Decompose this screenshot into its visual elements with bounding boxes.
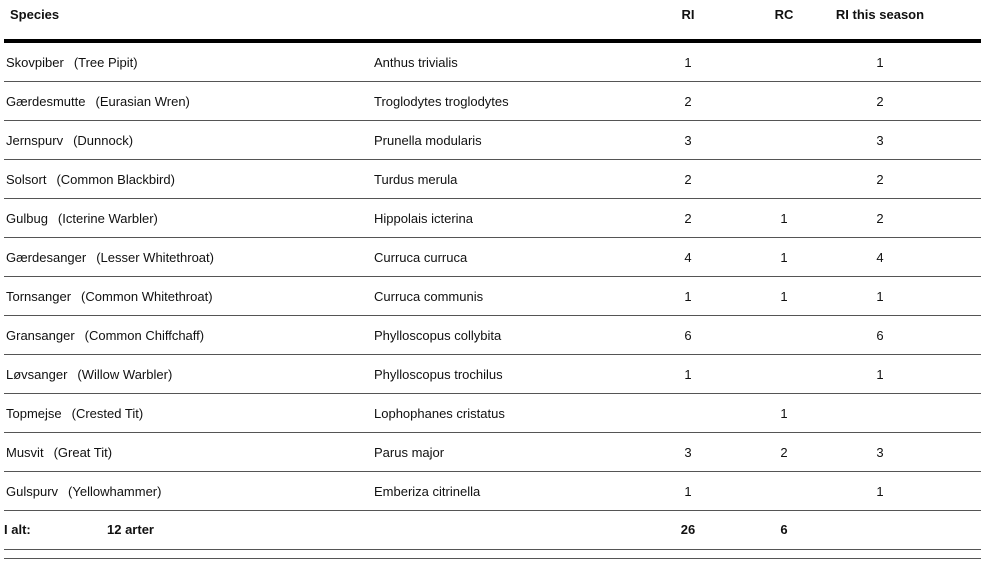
species-latin-name: Troglodytes troglodytes xyxy=(374,94,509,109)
species-local-name: Gærdesanger xyxy=(6,250,87,265)
table-row xyxy=(4,199,981,238)
ri-this-season-value: 1 xyxy=(876,55,884,70)
table-row xyxy=(4,238,981,277)
species-local-name: Skovpiber xyxy=(6,55,64,70)
table-row xyxy=(4,121,981,160)
ri-this-season-value: 3 xyxy=(876,445,884,460)
species-local-name: Topmejse xyxy=(6,406,62,421)
species-name xyxy=(6,289,213,304)
species-english-name: (Dunnock) xyxy=(73,133,134,148)
species-latin-name: Parus major xyxy=(374,445,445,460)
total-rc: 6 xyxy=(780,522,788,537)
header-rc: RC xyxy=(774,7,794,22)
table-row xyxy=(4,472,981,511)
species-name xyxy=(6,250,214,265)
ri-value: 1 xyxy=(684,367,692,382)
species-name xyxy=(6,406,143,421)
species-name xyxy=(6,445,112,460)
ri-value: 1 xyxy=(684,55,692,70)
species-latin-name: Curruca curruca xyxy=(374,250,468,265)
species-english-name: (Crested Tit) xyxy=(71,406,144,421)
species-local-name: Gulspurv xyxy=(6,484,59,499)
table-row xyxy=(4,160,981,199)
rc-value: 1 xyxy=(780,289,788,304)
species-english-name: (Willow Warbler) xyxy=(77,367,173,382)
header-ri-this-season: RI this season xyxy=(835,7,925,22)
species-latin-name: Phylloscopus trochilus xyxy=(374,367,503,382)
table-row xyxy=(4,82,981,121)
species-local-name: Gulbug xyxy=(6,211,48,226)
species-local-name: Musvit xyxy=(6,445,44,460)
ri-value: 6 xyxy=(684,328,692,343)
total-row xyxy=(4,511,981,550)
species-latin-name: Emberiza citrinella xyxy=(374,484,481,499)
species-local-name: Jernspurv xyxy=(6,133,64,148)
species-name xyxy=(6,484,161,499)
species-latin-name: Turdus merula xyxy=(374,172,458,187)
ri-value: 2 xyxy=(684,211,692,226)
ri-value: 3 xyxy=(684,445,692,460)
species-english-name: (Common Whitethroat) xyxy=(81,289,213,304)
species-latin-name: Lophophanes cristatus xyxy=(374,406,505,421)
species-name xyxy=(6,133,133,148)
footer-divider xyxy=(4,550,981,559)
species-latin-name: Phylloscopus collybita xyxy=(374,328,502,343)
ri-this-season-value: 2 xyxy=(876,172,884,187)
species-local-name: Solsort xyxy=(6,172,47,187)
species-english-name: (Common Blackbird) xyxy=(56,172,175,187)
species-english-name: (Eurasian Wren) xyxy=(95,94,190,109)
species-name xyxy=(6,94,190,109)
total-ri: 26 xyxy=(680,522,696,537)
total-species-count: 12 arter xyxy=(107,522,154,537)
ri-this-season-value: 4 xyxy=(876,250,884,265)
rc-value: 1 xyxy=(780,250,788,265)
header-species: Species xyxy=(10,7,60,22)
ri-value: 2 xyxy=(684,94,692,109)
table-body xyxy=(4,43,981,511)
ri-this-season-value: 1 xyxy=(876,367,884,382)
species-latin-name: Curruca communis xyxy=(374,289,484,304)
species-english-name: (Great Tit) xyxy=(53,445,113,460)
header-ri: RI xyxy=(681,7,695,22)
ri-this-season-value: 1 xyxy=(876,289,884,304)
species-table xyxy=(4,0,981,559)
rc-value: 1 xyxy=(780,406,788,421)
ri-value: 1 xyxy=(684,484,692,499)
ri-value: 1 xyxy=(684,289,692,304)
table-row xyxy=(4,277,981,316)
species-latin-name: Anthus trivialis xyxy=(374,55,458,70)
species-latin-name: Hippolais icterina xyxy=(374,211,473,226)
species-local-name: Gransanger xyxy=(6,328,75,343)
ri-this-season-value: 6 xyxy=(876,328,884,343)
species-name xyxy=(6,328,204,343)
species-name xyxy=(6,211,158,226)
ri-value: 4 xyxy=(684,250,692,265)
table-row xyxy=(4,43,981,82)
species-name xyxy=(6,55,138,70)
species-english-name: (Common Chiffchaff) xyxy=(84,328,205,343)
table-header xyxy=(4,0,981,43)
species-local-name: Løvsanger xyxy=(6,367,68,382)
ri-value: 2 xyxy=(684,172,692,187)
species-latin-name: Prunella modularis xyxy=(374,133,482,148)
ri-this-season-value: 1 xyxy=(876,484,884,499)
species-english-name: (Tree Pipit) xyxy=(73,55,138,70)
table-row xyxy=(4,316,981,355)
rc-value: 2 xyxy=(780,445,788,460)
species-name xyxy=(6,172,175,187)
species-english-name: (Icterine Warbler) xyxy=(57,211,158,226)
total-label: I alt: xyxy=(4,522,31,537)
species-local-name: Tornsanger xyxy=(6,289,72,304)
species-english-name: (Lesser Whitethroat) xyxy=(96,250,214,265)
table-row xyxy=(4,355,981,394)
table-row xyxy=(4,433,981,472)
ri-this-season-value: 2 xyxy=(876,94,884,109)
ri-this-season-value: 3 xyxy=(876,133,884,148)
species-english-name: (Yellowhammer) xyxy=(68,484,162,499)
ri-value: 3 xyxy=(684,133,692,148)
rc-value: 1 xyxy=(780,211,788,226)
species-name xyxy=(6,367,172,382)
table-row xyxy=(4,394,981,433)
ri-this-season-value: 2 xyxy=(876,211,884,226)
species-local-name: Gærdesmutte xyxy=(6,94,86,109)
